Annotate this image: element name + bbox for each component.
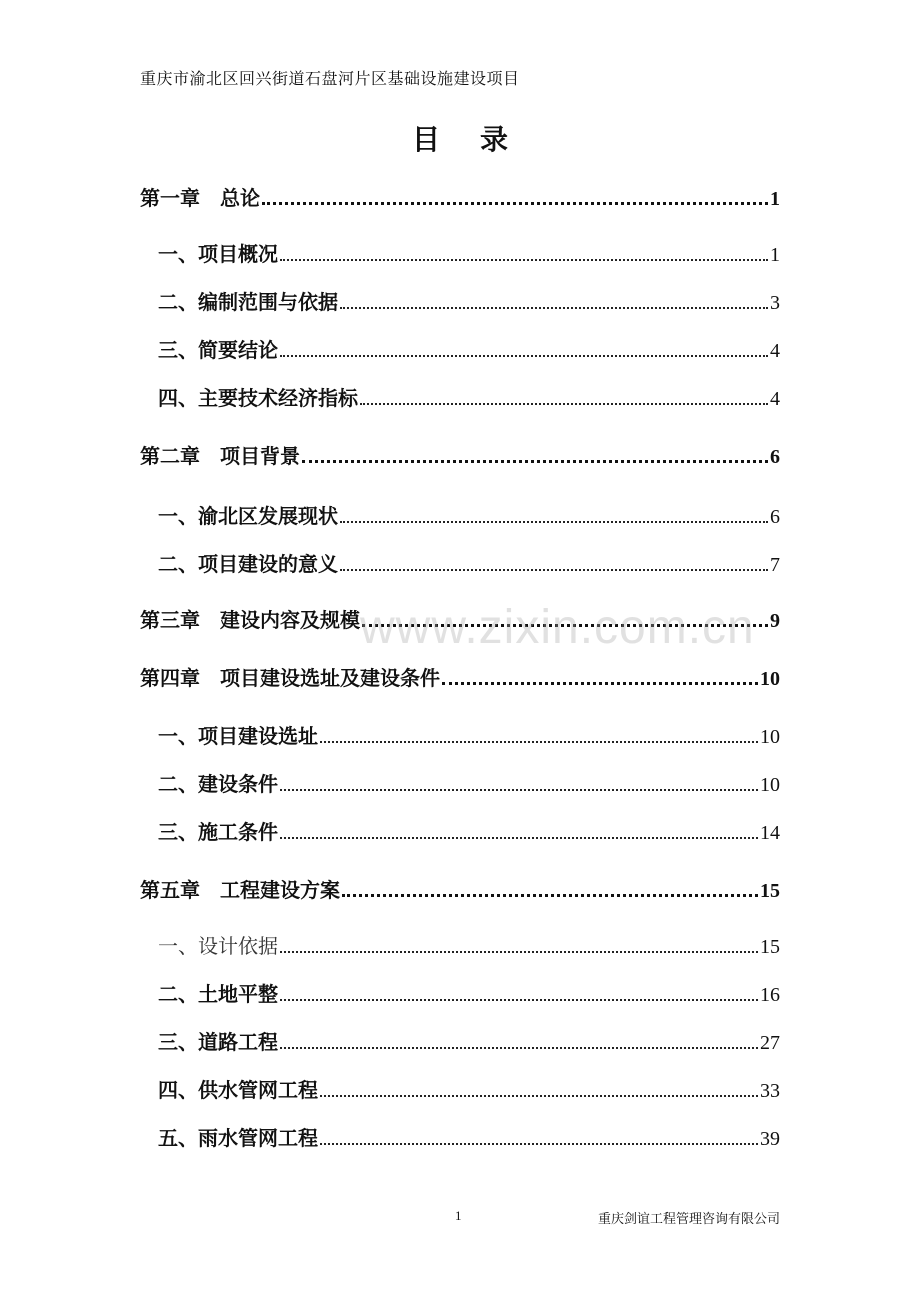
toc-section-entry[interactable] [140, 978, 780, 1007]
toc-leader-dots [320, 1142, 758, 1145]
toc-entry-label: 一、设计依据 [158, 934, 278, 958]
toc-leader-dots [280, 998, 758, 1001]
toc-section-entry[interactable] [140, 548, 780, 577]
toc-entry-page: 9 [770, 610, 780, 632]
toc-entry-page: 4 [770, 340, 780, 362]
toc-chapter-entry[interactable] [140, 874, 780, 903]
toc-leader-dots [342, 893, 758, 897]
toc-entry-label: 一、渝北区发展现状 [158, 504, 338, 528]
toc-section-entry[interactable] [140, 720, 780, 749]
toc-section-entry[interactable] [140, 930, 780, 959]
toc-entry-page: 7 [770, 554, 780, 576]
toc-entry-page: 4 [770, 388, 780, 410]
toc-entry-page: 15 [760, 880, 780, 902]
toc-leader-dots [340, 568, 768, 571]
toc-leader-dots [280, 836, 758, 839]
toc-entry-page: 16 [760, 984, 780, 1006]
toc-section-entry[interactable] [140, 768, 780, 797]
toc-entry-page: 39 [760, 1128, 780, 1150]
footer-company: 重庆剑谊工程管理咨询有限公司 [597, 1212, 780, 1227]
toc-leader-dots [302, 459, 768, 463]
running-header: 重庆市渝北区回兴街道石盘河片区基础设施建设项目 [140, 69, 520, 88]
toc-leader-dots [280, 258, 768, 261]
toc-entry-label: 第五章 工程建设方案 [140, 878, 340, 902]
toc-section-entry[interactable] [140, 1122, 780, 1151]
toc-leader-dots [340, 306, 768, 309]
toc-entry-page: 33 [760, 1080, 780, 1102]
toc-entry-label: 二、编制范围与依据 [158, 290, 338, 314]
toc-entry-label: 四、主要技术经济指标 [158, 386, 358, 410]
toc-leader-dots [340, 520, 768, 523]
toc-section-entry[interactable] [140, 816, 780, 845]
toc-entry-page: 1 [770, 188, 780, 210]
toc-leader-dots [320, 1094, 758, 1097]
toc-section-entry[interactable] [140, 334, 780, 363]
toc-chapter-entry[interactable] [140, 440, 780, 469]
toc-leader-dots [360, 402, 768, 405]
toc-entry-label: 一、项目概况 [158, 242, 278, 266]
toc-leader-dots [280, 950, 758, 953]
toc-entry-page: 1 [770, 244, 780, 266]
toc-entry-page: 10 [760, 668, 780, 690]
toc-entry-label: 一、项目建设选址 [158, 724, 318, 748]
toc-entry-page: 27 [760, 1032, 780, 1054]
toc-entry-label: 二、项目建设的意义 [158, 552, 338, 576]
toc-entry-label: 五、雨水管网工程 [158, 1126, 318, 1150]
toc-entry-label: 二、土地平整 [158, 982, 278, 1006]
toc-entry-label: 第三章 建设内容及规模 [140, 608, 360, 632]
toc-entry-label: 第二章 项目背景 [140, 444, 300, 468]
toc-entry-label: 四、供水管网工程 [158, 1078, 318, 1102]
toc-entry-page: 6 [770, 506, 780, 528]
toc-section-entry[interactable] [140, 382, 780, 411]
toc-entry-label: 第四章 项目建设选址及建设条件 [140, 666, 440, 690]
toc-leader-dots [280, 354, 768, 357]
footer-page-number: 1 [455, 1208, 462, 1223]
toc-entry-page: 10 [760, 774, 780, 796]
toc-entry-page: 3 [770, 292, 780, 314]
toc-entry-page: 6 [770, 446, 780, 468]
toc-leader-dots [442, 681, 758, 685]
page-title: 目录 [411, 123, 548, 156]
toc-entry-label: 三、简要结论 [158, 338, 278, 362]
toc-leader-dots [280, 1046, 758, 1049]
toc-entry-label: 三、道路工程 [158, 1030, 278, 1054]
toc-entry-page: 10 [760, 726, 780, 748]
toc-section-entry[interactable] [140, 1026, 780, 1055]
toc-entry-label: 三、施工条件 [158, 820, 278, 844]
toc-entry-page: 15 [760, 936, 780, 958]
toc-entry-label: 二、建设条件 [158, 772, 278, 796]
toc-section-entry[interactable] [140, 286, 780, 315]
toc-leader-dots [320, 740, 758, 743]
toc-section-entry[interactable] [140, 500, 780, 529]
toc-chapter-entry[interactable] [140, 662, 780, 691]
watermark: www.zixin.com.cn [360, 601, 755, 654]
toc-entry-page: 14 [760, 822, 780, 844]
toc-chapter-entry[interactable] [140, 182, 780, 211]
toc-section-entry[interactable] [140, 1074, 780, 1103]
toc-leader-dots [262, 201, 768, 205]
toc-entry-label: 第一章 总论 [140, 186, 260, 210]
toc-leader-dots [280, 788, 758, 791]
toc-section-entry[interactable] [140, 238, 780, 267]
